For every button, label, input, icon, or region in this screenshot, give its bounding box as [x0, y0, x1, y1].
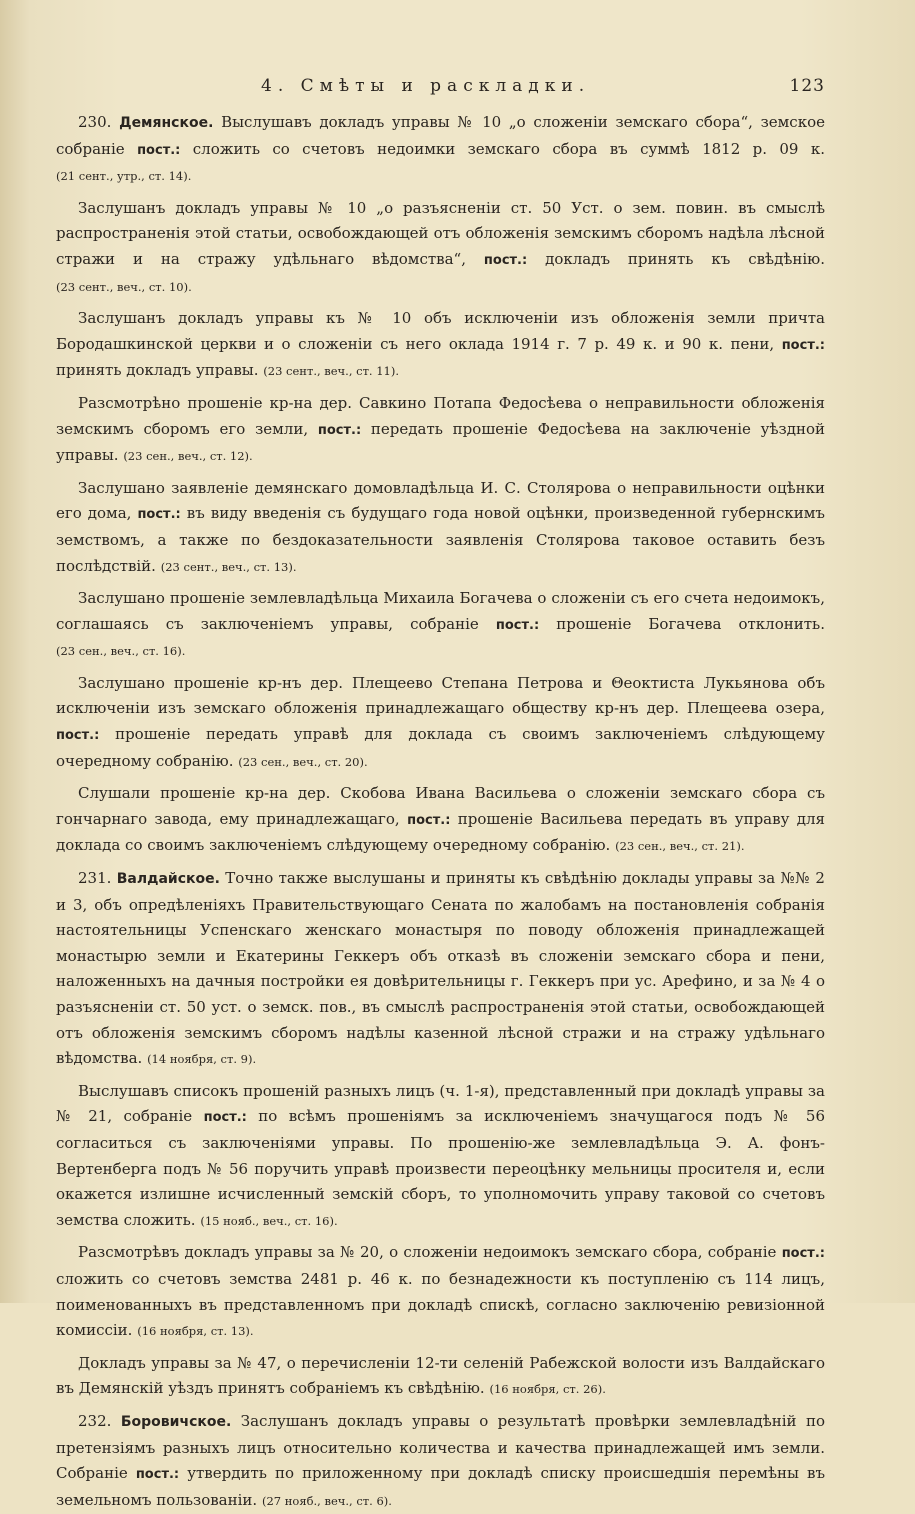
entry-number: 232. — [78, 1411, 112, 1430]
entry-text: Заслушанъ докладъ управы о результатѣ провѣрки землевладѣнiй по претензiямъ разныхъ лицъ относительно количества и качества принадлежащей имъ земли. Собранiе — [56, 1411, 825, 1483]
entry-text: Заслушанъ докладъ управы № 10 „о разъясненiи ст. 50 Уст. о зем. повин. въ смыслѣ распространенiя этой статьи, освобождающей отъ обложенiя земскимъ сборомъ надѣла лѣсной стражи и на стражу удѣльнаго вѣдомства“, — [56, 198, 825, 268]
entry-paragraph — [56, 476, 825, 580]
entry-text: прошенiе Богачева отклонить. — [556, 614, 825, 633]
entry-number: 230. — [78, 113, 112, 131]
resolution-marker: пост.: — [56, 728, 100, 744]
entry-text: Заслушано прошенiе кр-нъ дер. Плещеево Степана Петрова и Θеоктиста Лукьянова объ исключенiи изъ земскаго обложенiя принадлежащаго обществу кр-нъ дер. Плещеева озера, — [56, 673, 825, 718]
entry-text: докладъ принять къ свѣдѣнiю. — [545, 249, 825, 268]
entry-text: Разсмотрѣвъ докладъ управы за № 20, о сложенiи недоимокъ земскаго сбора, собранiе — [78, 1243, 777, 1262]
entry-paragraph — [56, 196, 825, 300]
resolution-marker: пост.: — [137, 142, 181, 158]
entry-paragraph — [56, 586, 825, 665]
entry-text: передать прошенiе Федосѣева на заключенiе уѣздной управы. — [56, 419, 825, 465]
entry-text: Выслушавъ списокъ прошенiй разныхъ лицъ (ч. 1-я), представленный при докладѣ управы за № 21, собранiе — [56, 1081, 825, 1126]
entry-text: прошенiе Васильева передать въ управу для доклада со своимъ заключенiемъ слѣдующему очередному собранiю. — [56, 809, 826, 855]
resolution-marker: пост.: — [483, 252, 528, 268]
session-reference: (16 ноября, ст. 26). — [489, 1382, 606, 1397]
entry-text: прошенiе передать управѣ для доклада съ своимъ заключенiемъ слѣдующему очередному собранiю. — [56, 725, 825, 770]
entry-text: сложить со счетовъ земства 2481 р. 46 к. по безнадежности къ поступленiю съ 114 лицъ, поименованныхъ въ представленномъ при докладѣ спискѣ, согласно заключенiю ревизiонной комиссiи. — [56, 1269, 825, 1340]
entries-body — [56, 110, 825, 1514]
entry-text: сложить со счетовъ недоимки земскаго сбора въ суммѣ 1812 р. 09 к. — [192, 139, 825, 158]
session-reference: (23 сент., веч., ст. 13). — [160, 559, 297, 574]
resolution-marker: пост.: — [317, 422, 362, 438]
entry-text: Выслушавъ докладъ управы № 10 „о сложенiи земскаго сбора“, земское собранiе — [56, 113, 825, 158]
entry-text: Разсмотрѣно прошенiе кр-на дер. Савкино Потапа Федосѣева о неправильности обложенiя земскимъ сборомъ его земли, — [56, 393, 825, 438]
session-reference: (15 нояб., веч., ст. 16). — [200, 1213, 338, 1228]
session-reference: (23 сент., веч., ст. 10). — [56, 279, 192, 294]
session-reference: (23 сен., веч., ст. 20). — [238, 754, 368, 769]
entry-paragraph — [56, 1409, 825, 1514]
district-name: Боровичское. — [120, 1413, 232, 1430]
resolution-marker: пост.: — [407, 812, 451, 828]
resolution-marker: пост.: — [781, 337, 825, 353]
page-number: 123 — [789, 76, 825, 96]
entry-text: Точно также выслушаны и приняты къ свѣдѣнiю доклады управы за №№ 2 и 3, объ опредѣленiяхъ Правительствующаго Сената по жалобамъ на постановленiя собранiя настоятельницы Успенскаго женскаго монастыря по поводу обложенiя принадлежащей монастырю земли и Екатерины Геккеръ объ отказѣ въ сложенiи земскаго сбора и пени, наложенныхъ на дачныя постройки ея довѣрительницы г. Геккеръ при ус. Арефино, и за № 4 о разъясненiи ст. 50 уст. о земск. пов., въ смыслѣ распространенiя этой статьи, освобождающей отъ обложенiя земскимъ сборомъ надѣлы казенной лѣсной стражи и на стражу удѣльнаго вѣдомства. — [56, 869, 825, 1068]
entry-text: утвердить по приложенному при докладѣ списку происшедшiя перемѣны въ земельномъ пользованiи. — [56, 1464, 825, 1509]
resolution-marker: пост.: — [781, 1246, 825, 1262]
running-header — [261, 76, 825, 96]
entry-text: Заслушанъ докладъ управы къ № 10 объ исключенiи изъ обложенiя земли причта Бородашкинской церкви и о сложенiи съ него оклада 1914 г. 7 р. 49 к. и 90 к. пени, — [56, 309, 825, 353]
section-title: 4. Смѣты и раскладки. — [261, 76, 591, 96]
entry-text: Заслушано прошенiе землевладѣльца Михаила Богачева о сложенiи съ его счета недоимокъ, соглашаясь съ заключенiемъ управы, собранiе — [56, 589, 825, 633]
entry-text: Докладъ управы за № 47, о перечисленiи 12-ти селенiй Рабежской волости изъ Валдайскаго въ Демянскiй уѣздъ принятъ собранiемъ къ свѣдѣнiю. — [56, 1353, 825, 1398]
entry-text: Слушали прошенiе кр-на дер. Скобова Ивана Васильева о сложенiи земскаго сбора съ гончарнаго завода, ему принадлежащаго, — [56, 784, 825, 828]
resolution-marker: пост.: — [137, 507, 181, 523]
session-reference: (16 ноября, ст. 13). — [137, 1324, 254, 1339]
entry-number: 231. — [78, 869, 112, 888]
entry-text: въ виду введенiя съ будущаго года новой оцѣнки, произведенной губернскимъ земствомъ, а также по бездоказательности заявленiя Столярова таковое оставить безъ послѣдствiй. — [56, 504, 825, 575]
session-reference: (23 сен., веч., ст. 12). — [123, 449, 253, 464]
session-reference: (23 сент., веч., ст. 11). — [263, 364, 400, 379]
session-reference: (23 сен., веч., ст. 16). — [56, 644, 186, 659]
entry-paragraph — [56, 110, 825, 190]
session-reference: (14 ноября, ст. 9). — [147, 1052, 257, 1067]
resolution-marker: пост.: — [495, 617, 540, 633]
entry-paragraph — [56, 1079, 825, 1235]
entry-text: Заслушано заявленiе демянскаго домовладѣльца И. С. Столярова о неправильности оцѣнки его дома, — [56, 478, 825, 523]
session-reference: (23 сен., веч., ст. 21). — [615, 839, 745, 854]
entry-paragraph — [56, 781, 825, 860]
session-reference: (21 сент., утр., ст. 14). — [56, 169, 192, 184]
entry-paragraph — [56, 671, 825, 775]
district-name: Демянское. — [119, 115, 214, 131]
entry-text: по всѣмъ прошенiямъ за исключенiемъ значущагося подъ № 56 согласиться съ заключенiями управы. По прошенiю-же землевладѣльца Э. А. фонъ-Вертенберга подъ № 56 поручить управѣ произвести переоцѣнку мельницы просителя и, если окажется излишне исчисленный земскiй сборъ, то уполномочить управу таковой со счетовъ земства сложить. — [56, 1107, 825, 1229]
entry-text: принять докладъ управы. — [56, 361, 259, 380]
entry-paragraph — [56, 866, 825, 1073]
entry-paragraph — [56, 1240, 825, 1344]
session-reference: (27 нояб., веч., ст. 6). — [261, 1493, 392, 1508]
entry-paragraph — [56, 306, 825, 385]
resolution-marker: пост.: — [203, 1110, 247, 1126]
district-name: Валдайское. — [116, 871, 220, 888]
resolution-marker: пост.: — [135, 1467, 180, 1483]
entry-paragraph — [56, 1351, 825, 1403]
entry-paragraph — [56, 391, 825, 470]
